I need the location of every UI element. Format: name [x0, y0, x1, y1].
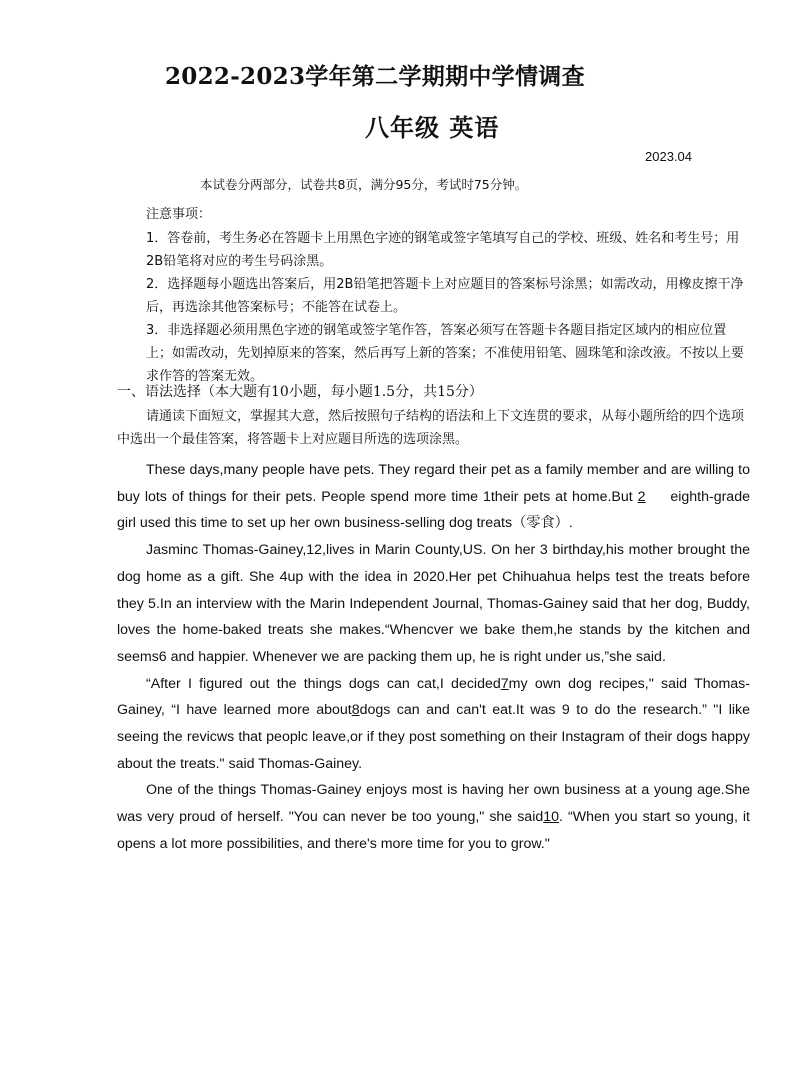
passage-text: eighth-grade girl used this time to set up her own business-selling dog treats（零食）. — [117, 488, 750, 532]
instructions-text: 请通读下面短文，掌握其大意，然后按照句子结构的语法和上下文连贯的要求，从每小题所给的四个选项中选出一个最佳答案，将答题卡上对应题目所选的选项涂黑。 — [117, 409, 745, 447]
reading-passage — [117, 457, 750, 858]
notes-list — [146, 227, 752, 388]
blank-7: 7 — [500, 675, 509, 692]
passage-text: These days,many people have pets. They regard their pet as a family member and are willing to buy lots of things for their pets. People spend more time 1their pets at home.But — [117, 462, 750, 505]
passage-text: “After I figured out the things dogs can cat,I decided — [146, 675, 501, 692]
note-item-3: 3．非选择题必须用黑色字迹的钢笔或签字笔作答，答案必须写在答题卡各题目指定区域内的相应位置上；如需改动，先划掉原来的答案，然后再写上新的答案；不准使用铅笔、圆珠笔和涂改液。不按以上要求作答的答案无效。 — [146, 323, 745, 384]
passage-text: One of the things Thomas-Gainey enjoys most is having her own business at a young age.She was very proud of herself. "You can never be too young," she said — [117, 782, 750, 826]
blank-8: 8 — [351, 702, 360, 719]
passage-text: . “When you start so young, it opens a lot more possibilities, and there's more time for you to grow." — [117, 809, 750, 852]
notes-heading: 注意事项： — [146, 207, 212, 222]
section-heading: 一、语法选择（本大题有10小题，每小题1.5分，共15分） — [117, 384, 483, 400]
passage-paragraph-2: Jasminc Thomas-Gainey,12,lives in Marin County,US. On her 3 birthday,his mother brought the dog home as a gift. She 4up with the idea in 2020.Her pet Chihuahua helps test the treats before they 5.In an interview with the Marin Independent Journal, Thomas-Gainey said that her dog, Buddy, loves the home-baked treats she makes.“Whencver we bake them,he stands by the kitchen and seems6 and happier. Whenever we are packing them up, he is right under us,”she said. — [117, 542, 750, 665]
section-instructions — [117, 405, 752, 451]
passage-text: my own dog recipes," said Thomas-Gainey, “I have learned more about — [117, 675, 751, 719]
exam-info: 本试卷分两部分，试卷共8页，满分95分，考试时75分钟。 — [200, 177, 528, 192]
passage-text: dogs can and can't eat.It was 9 to do the research.” "I like seeing the revicws that peoplc leave,or if they post something on their Instagram of their dogs happy about the treats." said Thomas-Gainey. — [117, 702, 750, 772]
blank-10: 10 — [543, 809, 560, 826]
passage-paragraph-1 — [117, 457, 750, 537]
passage-paragraph-4 — [117, 777, 750, 857]
page-subtitle: 八年级 英语 — [365, 113, 500, 142]
blank-2: 2 — [637, 488, 646, 505]
page-title: 2022-2023学年第二学期期中学情调查 — [165, 63, 585, 90]
exam-date: 2023.04 — [645, 149, 692, 164]
note-item-1: 1．答卷前，考生务必在答题卡上用黑色字迹的钢笔或签字笔填写自己的学校、班级、姓名和考生号；用2B铅笔将对应的考生号码涂黑。 — [146, 231, 740, 269]
note-item-2: 2．选择题每小题选出答案后，用2B铅笔把答题卡上对应题目的答案标号涂黑；如需改动，用橡皮擦干净后，再选涂其他答案标号；不能答在试卷上。 — [146, 277, 744, 315]
passage-paragraph-3 — [117, 671, 750, 778]
